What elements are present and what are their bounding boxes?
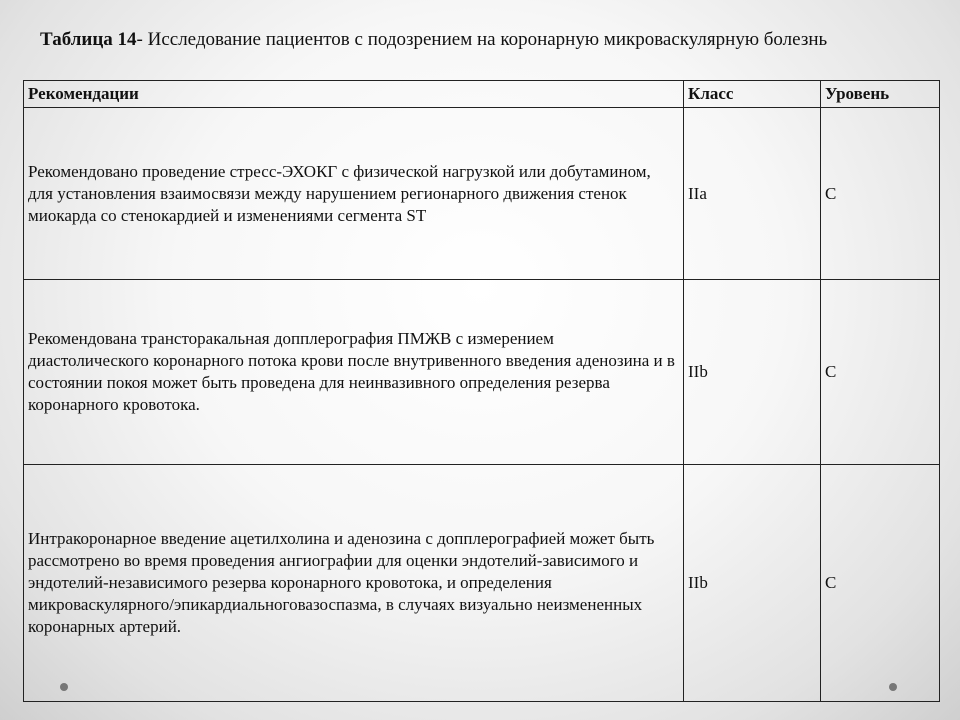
recommendation-cell [24, 280, 684, 465]
recommendation-cell [24, 465, 684, 702]
slide-title [40, 28, 827, 52]
recommendation-cell [24, 108, 684, 280]
header-recommendations: Рекомендации [24, 81, 684, 108]
class-cell: IIb [684, 465, 821, 702]
level-cell: C [821, 465, 940, 702]
table-row [24, 108, 940, 280]
header-level: Уровень [821, 81, 940, 108]
decorative-dot-left [60, 683, 68, 691]
header-class: Класс [684, 81, 821, 108]
table-caption: - Исследование пациентов с подозрением на коронарную микроваскулярную болезнь [136, 29, 828, 50]
class-cell: IIa [684, 108, 821, 280]
table-row [24, 465, 940, 702]
recommendation-text: Рекомендована трансторакальная допплерография ПМЖВ с измерением диастолического коронарного потока крови после внутривенного введения аденозина и в состоянии покоя может быть проведена для неинвазивного определения резерва коронарного кровотока. [28, 329, 675, 414]
decorative-dot-right [889, 683, 897, 691]
recommendation-text: Интракоронарное введение ацетилхолина и аденозина с допплерографией может быть рассмотрено во время проведения ангиографии для оценки эндотелий-зависимого и эндотелий-независимого резерва коронарного кровотока, и определения микроваскулярного/эпикардиальноговазоспазма, в случаях визуально неизмененных коронарных артерий. [28, 529, 655, 636]
recommendations-table [23, 80, 940, 702]
table-number: Таблица 14 [40, 29, 137, 50]
level-cell: C [821, 108, 940, 280]
level-cell: C [821, 280, 940, 465]
recommendation-text: Рекомендовано проведение стресс-ЭХОКГ с физической нагрузкой или добутамином, для установления взаимосвязи между нарушением регионарного движения стенок миокарда со стенокардией и изменениями сегмента ST [28, 161, 651, 225]
table-header-row [24, 81, 940, 108]
table-row [24, 280, 940, 465]
class-cell: IIb [684, 280, 821, 465]
